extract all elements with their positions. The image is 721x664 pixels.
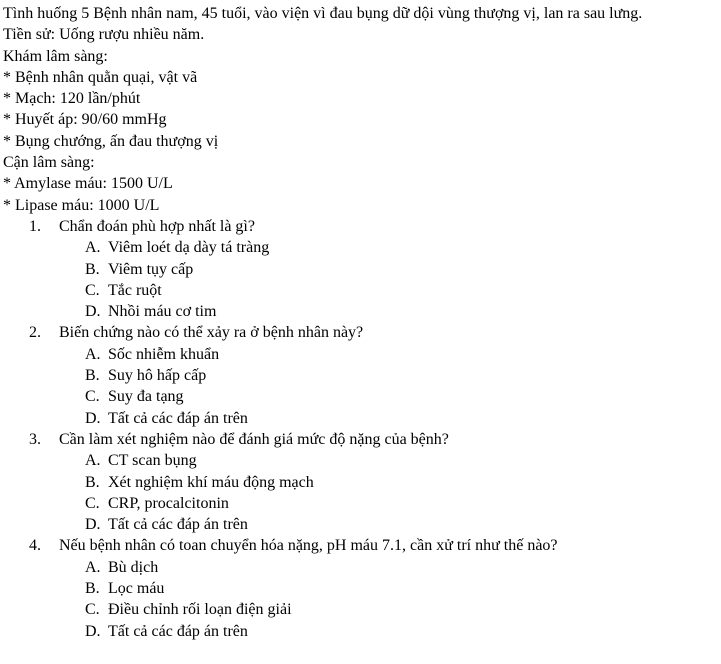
option-letter: C.	[85, 601, 100, 619]
option-letter: D.	[85, 409, 101, 427]
answer-option	[3, 557, 721, 578]
question-4	[3, 535, 721, 556]
option-letter: B.	[85, 580, 100, 598]
option-letter: A.	[85, 558, 101, 576]
option-text: Lọc máu	[108, 580, 165, 598]
answer-option	[3, 386, 721, 407]
option-text: Tất cả các đáp án trên	[108, 622, 248, 640]
option-text: Suy đa tạng	[108, 388, 184, 406]
question-number: 3.	[29, 430, 41, 448]
clinical-exam-item: * Bụng chướng, ấn đau thượng vị	[3, 132, 219, 150]
answer-option	[3, 472, 721, 493]
option-letter: D.	[85, 516, 101, 534]
question-2	[3, 322, 721, 343]
question-1	[3, 216, 721, 237]
question-text: Chẩn đoán phù hợp nhất là gì?	[59, 217, 255, 235]
option-letter: A.	[85, 345, 101, 363]
option-letter: B.	[85, 473, 100, 491]
answer-option	[3, 599, 721, 620]
option-letter: C.	[85, 494, 100, 512]
answer-option	[3, 514, 721, 535]
option-letter: C.	[85, 388, 100, 406]
option-letter: D.	[85, 303, 101, 321]
answer-option	[3, 621, 721, 642]
history: Tiền sử: Uống rượu nhiều năm.	[3, 26, 205, 44]
case-intro: Tình huống 5 Bệnh nhân nam, 45 tuổi, vào viện vì đau bụng dữ dội vùng thượng vị, lan ra sau lưng.	[3, 5, 643, 22]
answer-option	[3, 344, 721, 365]
labs-heading: Cận lâm sàng:	[3, 154, 95, 172]
clinical-exam-item: * Bệnh nhân quằn quại, vật vã	[3, 68, 198, 86]
answer-option	[3, 408, 721, 429]
option-text: Suy hô hấp cấp	[108, 367, 207, 385]
clinical-exam-item: * Huyết áp: 90/60 mmHg	[3, 111, 167, 129]
option-text: CRP, procalcitonin	[108, 494, 229, 512]
option-text: Nhồi máu cơ tim	[108, 303, 217, 321]
answer-option	[3, 280, 721, 301]
question-number: 2.	[29, 324, 41, 342]
answer-option	[3, 578, 721, 599]
answer-option	[3, 259, 721, 280]
option-text: Viêm loét dạ dày tá tràng	[108, 239, 270, 257]
option-text: Sốc nhiễm khuẩn	[108, 345, 220, 363]
question-text: Nếu bệnh nhân có toan chuyển hóa nặng, pH máu 7.1, cần xử trí như thế nào?	[59, 537, 558, 555]
option-letter: A.	[85, 452, 101, 470]
question-text: Cần làm xét nghiệm nào để đánh giá mức độ nặng của bệnh?	[59, 430, 449, 448]
lab-item: * Lipase máu: 1000 U/L	[3, 196, 160, 214]
clinical-exam-item: * Mạch: 120 lần/phút	[3, 90, 141, 108]
option-letter: B.	[85, 260, 100, 278]
answer-option	[3, 301, 721, 322]
option-text: Xét nghiệm khí máu động mạch	[108, 473, 314, 491]
option-text: Tất cả các đáp án trên	[108, 409, 248, 427]
question-3	[3, 429, 721, 450]
answer-option	[3, 237, 721, 258]
clinical-exam-heading: Khám lâm sàng:	[3, 47, 108, 65]
option-letter: B.	[85, 367, 100, 385]
answer-option	[3, 493, 721, 514]
option-text: Tắc ruột	[108, 281, 162, 299]
question-number: 1.	[29, 217, 41, 235]
question-text: Biến chứng nào có thể xảy ra ở bệnh nhân này?	[59, 324, 364, 342]
option-text: Bù dịch	[108, 558, 159, 576]
option-text: Tất cả các đáp án trên	[108, 516, 248, 534]
option-letter: D.	[85, 622, 101, 640]
answer-option	[3, 450, 721, 471]
answer-option	[3, 365, 721, 386]
option-text: Điều chỉnh rối loạn điện giải	[108, 601, 292, 619]
option-text: Viêm tụy cấp	[108, 260, 194, 278]
option-text: CT scan bụng	[108, 452, 197, 470]
lab-item: * Amylase máu: 1500 U/L	[3, 175, 173, 193]
option-letter: C.	[85, 281, 100, 299]
option-letter: A.	[85, 239, 101, 257]
question-number: 4.	[29, 537, 41, 555]
